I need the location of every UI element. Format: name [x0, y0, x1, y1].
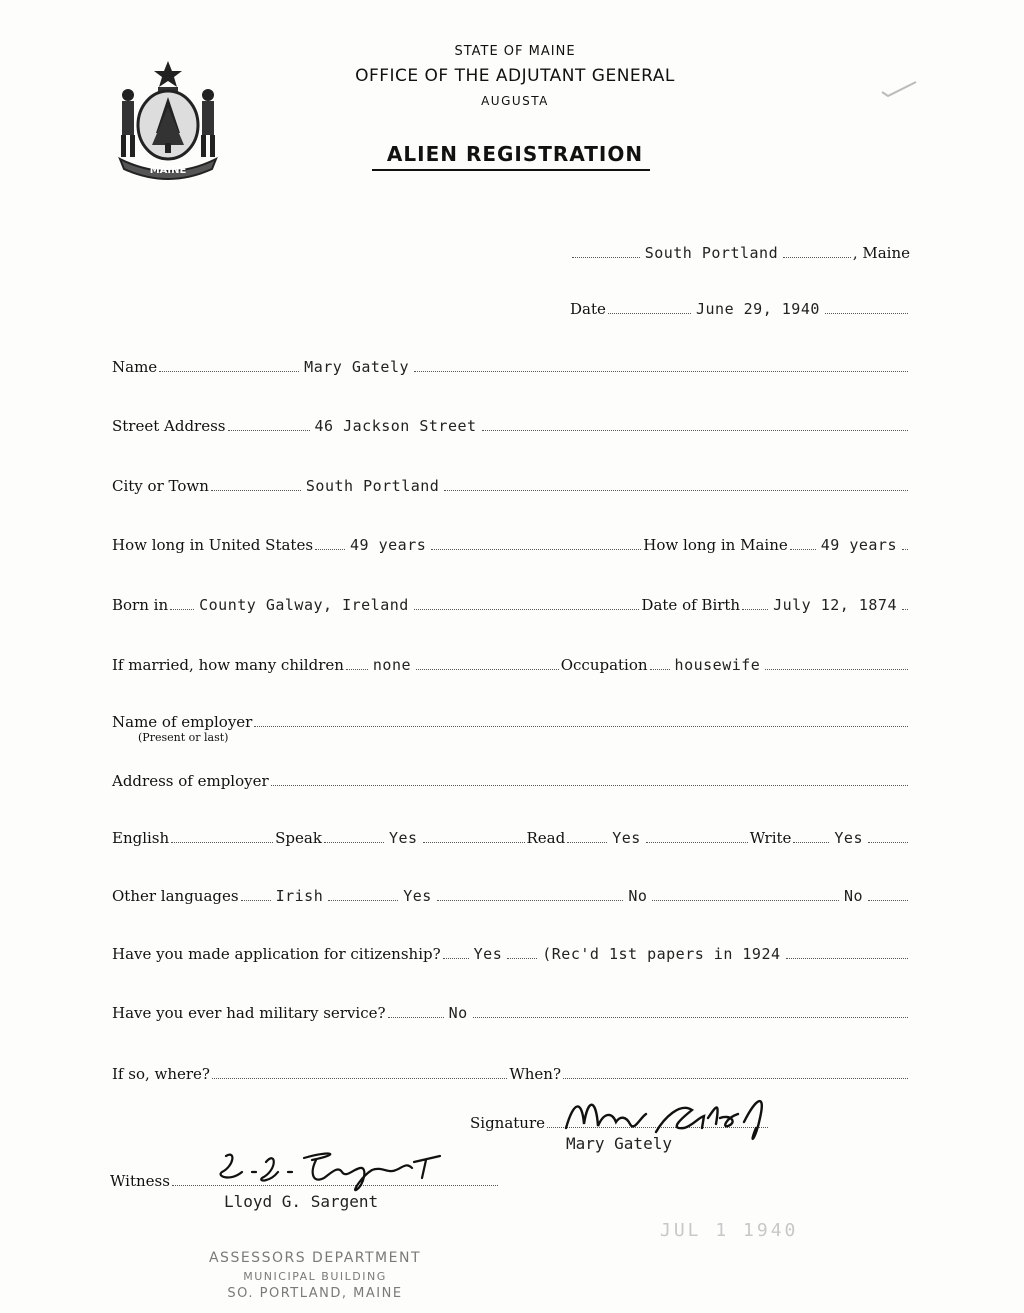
witness-signature — [212, 1142, 472, 1198]
born-label: Born in — [112, 596, 169, 614]
citizenship-value[interactable]: Yes — [473, 945, 503, 963]
military-label: Have you ever had military service? — [112, 1004, 386, 1022]
citizenship-row — [112, 945, 910, 963]
read-label: Read — [526, 829, 566, 847]
employer-row — [112, 713, 910, 731]
dob-value[interactable]: July 12, 1874 — [773, 596, 897, 614]
witness-typed-name: Lloyd G. Sargent — [224, 1192, 379, 1211]
city-value[interactable]: South Portland — [305, 477, 440, 495]
other-write-value[interactable]: No — [843, 887, 863, 905]
street-value[interactable]: 46 Jackson Street — [314, 417, 477, 435]
assessors-stamp-line1: ASSESSORS DEPARTMENT — [208, 1250, 421, 1266]
name-value[interactable]: Mary Gately — [304, 358, 410, 376]
date-row — [570, 300, 910, 318]
form-title: ALIEN REGISTRATION — [386, 142, 644, 166]
military-row — [112, 1004, 910, 1022]
citizenship-note[interactable]: (Rec'd 1st papers in 1924 — [542, 945, 781, 963]
signature-label: Signature — [470, 1114, 546, 1132]
us-label: How long in United States — [112, 536, 314, 554]
title-underline — [372, 169, 650, 171]
maine-value[interactable]: 49 years — [820, 536, 897, 554]
english-row — [112, 829, 910, 847]
us-value[interactable]: 49 years — [350, 536, 427, 554]
residence-row — [112, 536, 910, 554]
place-suffix: , Maine — [852, 244, 910, 262]
where-label: If so, where? — [112, 1065, 210, 1083]
other-read-value[interactable]: No — [628, 887, 648, 905]
employer-label: Name of employer — [112, 713, 253, 731]
occupation-label: Occupation — [560, 656, 648, 674]
citizenship-label: Have you made application for citizenship? — [112, 945, 441, 963]
children-label: If married, how many children — [112, 656, 344, 674]
military-value[interactable]: No — [448, 1004, 468, 1022]
other-language-value[interactable]: Irish — [275, 887, 324, 905]
assessors-stamp-line3: SO. PORTLAND, MAINE — [227, 1286, 403, 1301]
place-value[interactable]: South Portland — [644, 244, 779, 262]
employer-address-row — [112, 772, 910, 790]
state-seal-icon — [112, 55, 224, 183]
family-row — [112, 656, 910, 674]
write-value[interactable]: Yes — [834, 829, 863, 847]
check-mark-icon — [880, 78, 920, 98]
place-row — [570, 244, 910, 262]
assessors-stamp-line2: MUNICIPAL BUILDING — [243, 1270, 387, 1283]
speak-value[interactable]: Yes — [388, 829, 418, 847]
city-row — [112, 477, 910, 495]
signature-typed-name: Mary Gately — [566, 1134, 672, 1153]
city-label: City or Town — [112, 477, 209, 495]
state-heading: STATE OF MAINE — [454, 44, 576, 59]
street-label: Street Address — [112, 417, 226, 435]
employer-sublabel: (Present or last) — [138, 731, 229, 744]
date-value[interactable]: June 29, 1940 — [695, 300, 820, 318]
when-label: When? — [509, 1065, 561, 1083]
children-value[interactable]: none — [372, 656, 412, 674]
received-date-stamp: JUL 1 1940 — [660, 1220, 799, 1241]
birth-row — [112, 596, 910, 614]
maine-label: How long in Maine — [643, 536, 788, 554]
office-heading: OFFICE OF THE ADJUTANT GENERAL — [355, 66, 675, 86]
english-label: English — [112, 829, 170, 847]
witness-label: Witness — [110, 1172, 170, 1190]
born-value[interactable]: County Galway, Ireland — [199, 596, 409, 614]
service-where-row — [112, 1065, 910, 1083]
speak-label: Speak — [275, 829, 322, 847]
dob-label: Date of Birth — [641, 596, 741, 614]
city-heading: AUGUSTA — [481, 94, 549, 108]
other-languages-row — [112, 887, 910, 905]
name-label: Name — [112, 358, 158, 376]
occupation-value[interactable]: housewife — [674, 656, 761, 674]
svg-text:MAINE: MAINE — [149, 165, 187, 176]
street-row — [112, 417, 910, 435]
name-row — [112, 358, 910, 376]
write-label: Write — [749, 829, 792, 847]
employer-address-label: Address of employer — [112, 772, 269, 790]
date-label: Date — [570, 300, 606, 318]
read-value[interactable]: Yes — [612, 829, 641, 847]
other-speak-value[interactable]: Yes — [403, 887, 432, 905]
other-languages-label: Other languages — [112, 887, 239, 905]
